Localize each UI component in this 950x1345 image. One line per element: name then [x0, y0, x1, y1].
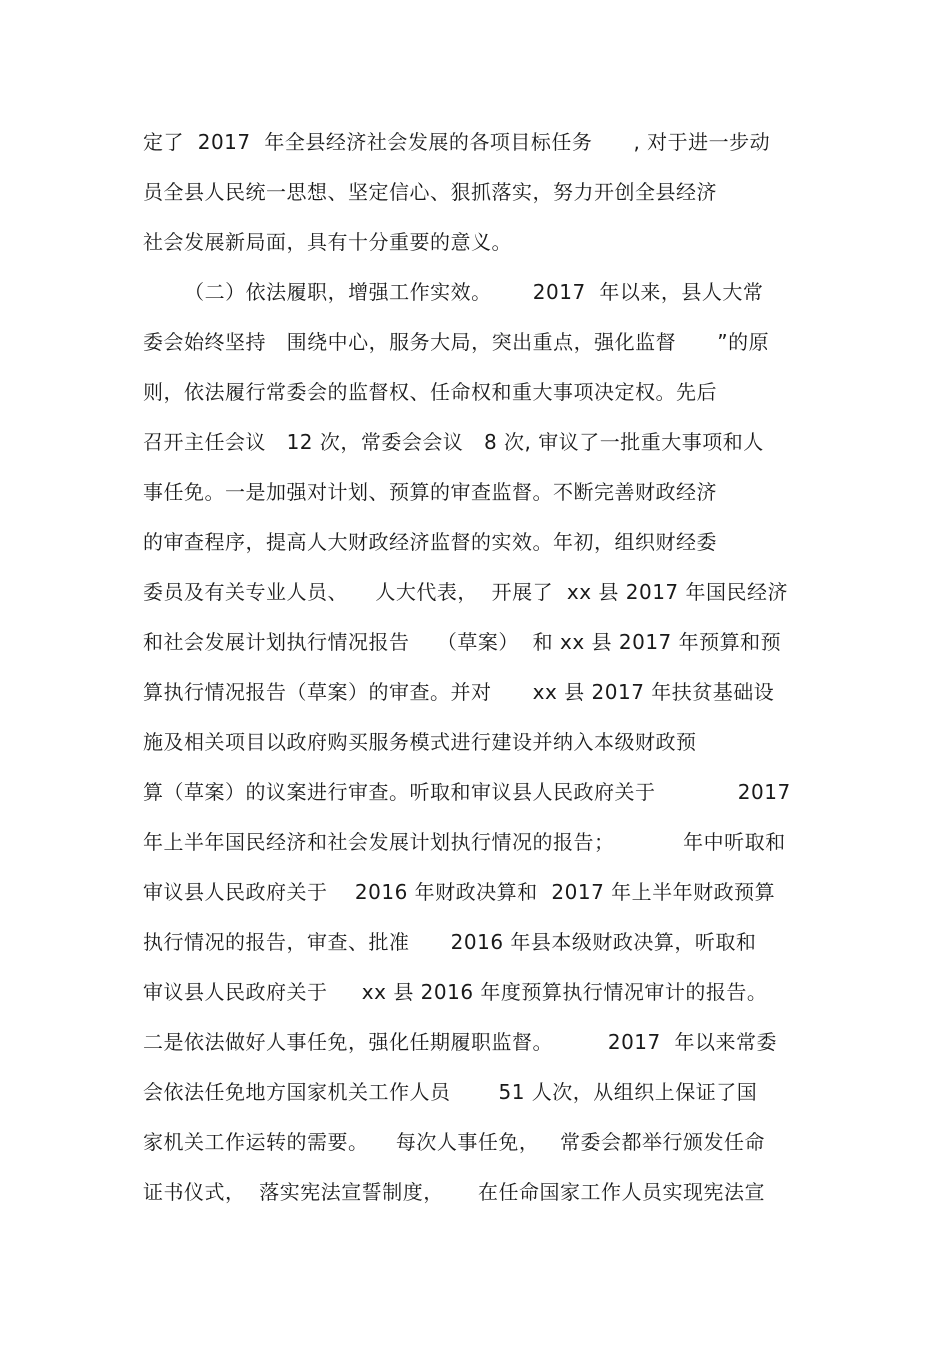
text-line: 事任免。一是加强对计划、预算的审查监督。不断完善财政经济 [143, 480, 717, 504]
text-line: （二）依法履职，增强工作实效。 2017 年以来，县人大常 [143, 280, 764, 304]
text-line: 和社会发展计划执行情况报告 （草案） 和 xx 县 2017 年预算和预 [143, 630, 782, 654]
text-line: 施及相关项目以政府购买服务模式进行建设并纳入本级财政预 [143, 730, 697, 754]
text-line: 二是依法做好人事任免，强化任期履职监督。 2017 年以来常委 [143, 1030, 777, 1054]
text-line: 执行情况的报告，审查、批准 2016 年县本级财政决算，听取和 [143, 930, 757, 954]
text-line: 审议县人民政府关于 2016 年财政决算和 2017 年上半年财政预算 [143, 880, 776, 904]
text-line: 的审查程序，提高人大财政经济监督的实效。年初，组织财经委 [143, 530, 717, 554]
text-line: 年上半年国民经济和社会发展计划执行情况的报告； 年中听取和 [143, 830, 786, 854]
text-line: 定了 2017 年全县经济社会发展的各项目标任务 , 对于进一步动 [143, 130, 771, 154]
text-line: 委员及有关专业人员、 人大代表， 开展了 xx 县 2017 年国民经济 [143, 580, 789, 604]
text-line: 算（草案）的议案进行审查。听取和审议县人民政府关于 2017 [143, 780, 791, 804]
text-line: 员全县人民统一思想、坚定信心、狠抓落实，努力开创全县经济 [143, 180, 717, 204]
text-line: 家机关工作运转的需要。 每次人事任免， 常委会都举行颁发任命 [143, 1130, 766, 1154]
text-line: 召开主任会议 12 次，常委会会议 8 次, 审议了一批重大事项和人 [143, 430, 764, 454]
text-line: 社会发展新局面，具有十分重要的意义。 [143, 230, 512, 254]
text-line: 审议县人民政府关于 xx 县 2016 年度预算执行情况审计的报告。 [143, 980, 768, 1004]
text-line: 会依法任免地方国家机关工作人员 51 人次，从组织上保证了国 [143, 1080, 758, 1104]
text-line: 则，依法履行常委会的监督权、任命权和重大事项决定权。先后 [143, 380, 717, 404]
text-line: 委会始终坚持 围绕中心，服务大局，突出重点，强化监督 ”的原 [143, 330, 770, 354]
text-line: 算执行情况报告（草案）的审查。并对 xx 县 2017 年扶贫基础设 [143, 680, 775, 704]
text-line: 证书仪式， 落实宪法宣誓制度， 在任命国家工作人员实现宪法宣 [143, 1180, 766, 1204]
document-body [143, 122, 843, 1222]
